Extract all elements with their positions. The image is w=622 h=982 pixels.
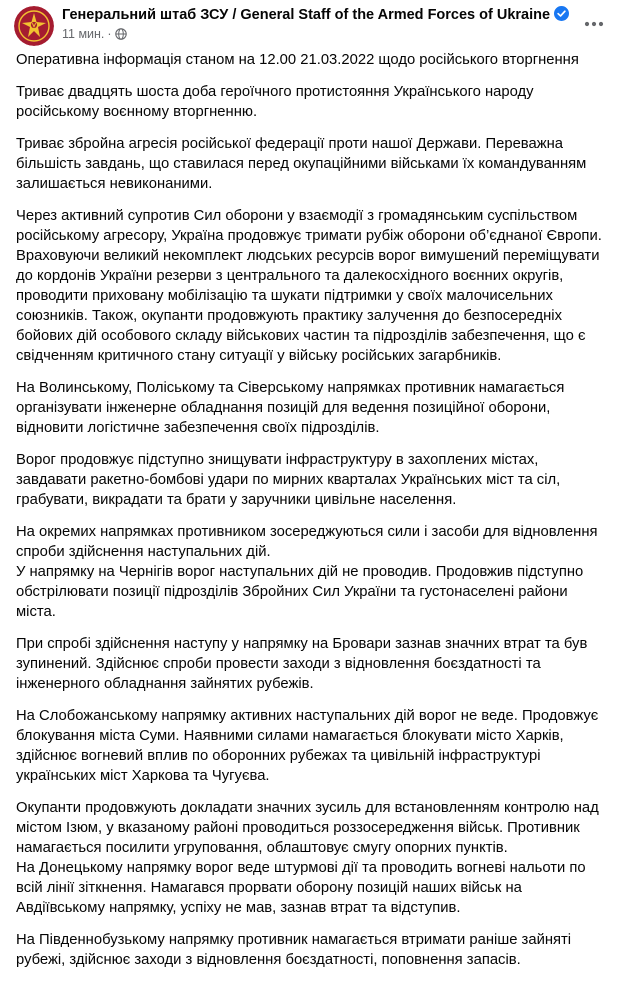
post-paragraph: На Волинському, Поліському та Сіверському напрямках противник намагається організувати інженерне обладнання позицій для ведення позиційної оборони, відновити логістичне забезпечення своїх підрозділів.	[16, 380, 565, 436]
post-paragraph: На Південнобузькому напрямку противник намагається втримати раніше зайняті рубежі, здійснює заходи з відновлення боєздатності, поповнення запасів.	[16, 932, 572, 968]
more-options-button[interactable]	[580, 10, 608, 38]
post-paragraph: Триває двадцять шоста доба героїчного протистояння Українського народу російському воєнному вторгненню.	[16, 84, 534, 120]
post-paragraph: На Донецькому напрямку ворог веде штурмові дії та проводить вогневі нальоти по всій лінії зіткнення. Намагався прорвати оборону позицій наших військ на Авдіївському напрямку, успіху не мав, зазнав втрат та відступив.	[16, 860, 586, 916]
globe-icon[interactable]	[115, 28, 127, 43]
post-paragraph: Окупанти продовжують докладати значних зусиль для встановленням контролю над містом Ізюм, у вказаному районі проводиться роззосередження військ. Противник намагається посилити угруповання, облаштовує смугу опорних пунктів.	[16, 800, 599, 856]
post-timestamp[interactable]: 11 мин.	[62, 27, 105, 41]
post-paragraph: Оперативна інформація станом на 12.00 21.03.2022 щодо російського вторгнення	[16, 52, 579, 68]
page-name[interactable]: Генеральний штаб ЗСУ / General Staff of the Armed Forces of Ukraine	[62, 7, 551, 23]
more-options-icon	[584, 21, 604, 27]
post-meta	[62, 27, 127, 43]
post-paragraph: У напрямку на Чернігів ворог наступальних дій не проводив. Продовжив підступно обстрілювати позиції підрозділів Збройних Сил України та густонаселені райони міста.	[16, 564, 584, 620]
post-text	[16, 50, 608, 982]
post-paragraph: Через активний супротив Сил оборони у взаємодії з громадянським суспільством російському агресору, Україна продовжує тримати рубіж оборони об’єднаної Європи. Враховуючи великий некомплект людських ресурсів ворог вимушений переміщувати до кордонів України резерви з центрального та далекосхідного воєнних округів, проводити приховану мобілізацію та шукати підтримки у своїх малочисельних союзників. Також, окупанти продовжують практику залучення до безпосередніх бойових дій особового складу військових частин та підрозділів забезпечення, що є свідченням критичного стану ситуації у війську російських загарбників.	[16, 208, 602, 364]
post-paragraph: Триває збройна агресія російської федерації проти нашої Держави. Переважна більшість завдань, що ставилася перед окупаційними військами їх командуванням залишається невиконаними.	[16, 136, 587, 192]
post-paragraph: Ворог продовжує підступно знищувати інфраструктуру в захоплених містах, завдавати ракетно-бомбові удари по мирних кварталах Українських міст та сіл, грабувати, викрадати та брати у заручники цивільне населення.	[16, 452, 561, 508]
general-staff-emblem-icon	[14, 6, 54, 46]
verified-badge-icon	[554, 6, 569, 25]
post-paragraph: На Слобожанському напрямку активних наступальних дій ворог не веде. Продовжує блокування міста Суми. Наявними силами намагається блокувати місто Харків, здійснює вогневий вплив по оборонних рубежах та цивільній інфраструктурі українських міст Харкова та Чугуєва.	[16, 708, 599, 784]
post-header	[0, 0, 622, 48]
meta-separator: ·	[107, 27, 112, 41]
page-avatar[interactable]	[14, 6, 54, 46]
post-paragraph: На окремих напрямках противником зосереджуються сили і засоби для відновлення спроби здійснення наступальних дій.	[16, 524, 598, 560]
page-name-link[interactable]	[62, 6, 569, 25]
post-paragraph: При спробі здійснення наступу у напрямку на Бровари зазнав значних втрат та був зупинений. Здійснює спроби провести заходи з відновлення боєздатності та інженерного обладнання зайнятих рубежів.	[16, 636, 588, 692]
